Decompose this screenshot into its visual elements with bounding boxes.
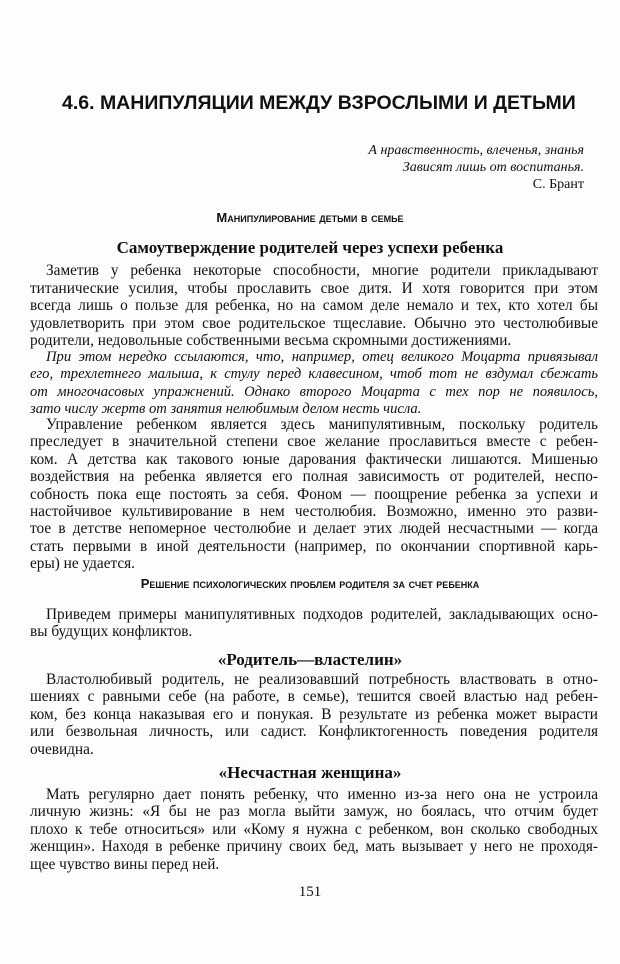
chapter-title: 4.6. МАНИПУЛЯЦИИ МЕЖДУ ВЗРОСЛЫМИ И ДЕТЬМИ [62, 92, 576, 114]
text-line: настойчивое культивирование в нем честолюбия. Возможно, именно это разви- [30, 503, 598, 520]
section-heading: Манипулирование детьми в семье [216, 210, 404, 225]
text-line: еры) не удается. [30, 555, 136, 573]
text-line: его, трехлетнего малыша, к стулу перед клавесином, чтоб тот не вздумал сбежать [30, 366, 598, 383]
text-line: При этом нередко ссылаются, что, например, отец великого Моцарта привязывал [46, 349, 598, 365]
text-line: или безвольная личность, или садист. Конфликтогенность поведения родителя [30, 723, 598, 741]
text-line: Приведем примеры манипулятивных подходов родителей, закладывающих осно- [46, 606, 598, 623]
text-line: воздействия на ребенка является его полная зависимость от родителей, неспо- [30, 468, 598, 486]
text-line: Властолюбивый родитель, не реализовавший потребность властвовать в отно- [46, 671, 598, 688]
text-line: собность пока еще постоять за себя. Фоном — поощрение ребенка за успехи и [30, 485, 598, 503]
text-line: женщин». Находя в ребенке причину своих бед, мать вызывает у него не проходя- [30, 838, 598, 856]
text-line: от многочасовых упражнений. Однако второго Моцарта с тех пор не появилось, [30, 383, 598, 400]
text-line: личную жизнь: «Я бы не раз могла выйти замуж, но боялась, что отчим будет [30, 803, 598, 821]
epigraph-line: А нравственность, влеченья, знанья [368, 143, 584, 158]
text-line: ком, без конца наказывая его и понукая. В результате из ребенка может вырасти [30, 705, 598, 723]
epigraph-author: С. Брант [532, 177, 584, 192]
text-line: титанические усилия, чтобы прославить свое дитя. И хотя говорится при этом [30, 279, 598, 297]
page-number: 151 [298, 884, 322, 900]
text-line: ком. А детства как такового юные дарования фактически лишаются. Мишенью [30, 450, 598, 468]
text-line: Мать регулярно дает понять ребенку, что именно из-за него она не устроила [46, 786, 598, 803]
subheading: «Несчастная женщина» [218, 763, 402, 782]
text-line: зато числу жертв от занятия нелюбимым делом несть числа. [30, 400, 422, 417]
text-line: Заметив у ребенка некоторые способности, многие родители прикладывают [46, 262, 598, 279]
text-line: тое в детстве непомерное честолюбие и делает этих людей несчастными — когда [30, 520, 598, 538]
section-heading: Решение психологических проблем родителя за счет ребенка [140, 576, 480, 591]
epigraph-line: Зависят лишь от воспитанья. [402, 160, 584, 175]
text-line: плохо к тебе относиться» или «Кому я нужна с ребенком, вон сколько свободных [30, 820, 598, 838]
text-line: вы будущих конфликтов. [30, 623, 193, 641]
text-line: удовлетворить при этом свое родительское тщеславие. Обычно это честолюбивые [30, 314, 598, 332]
text-line: Управление ребенком является здесь манипулятивным, поскольку родитель [46, 416, 598, 433]
subheading: «Родитель—властелин» [217, 650, 403, 669]
text-line: щее чувство вины перед ней. [30, 855, 220, 873]
text-line: очевидна. [30, 740, 94, 758]
text-line: стать первыми в иной деятельности (например, по окончании спортивной карь- [30, 537, 598, 555]
text-line: преследует в значительной степени свое желание прославиться вместе с ребен- [30, 433, 598, 451]
subheading: Самоутверждение родителей через успехи ребенка [116, 238, 504, 257]
text-line: родители, недовольные собственными весьма скромными достижениями. [30, 332, 512, 349]
text-line: шениях с равными себе (на работе, в семье), тешится своей властью над ребен- [30, 688, 598, 706]
text-line: всегда лишь о пользе для ребенка, но на самом деле немало и тех, кто хотел бы [30, 297, 598, 314]
